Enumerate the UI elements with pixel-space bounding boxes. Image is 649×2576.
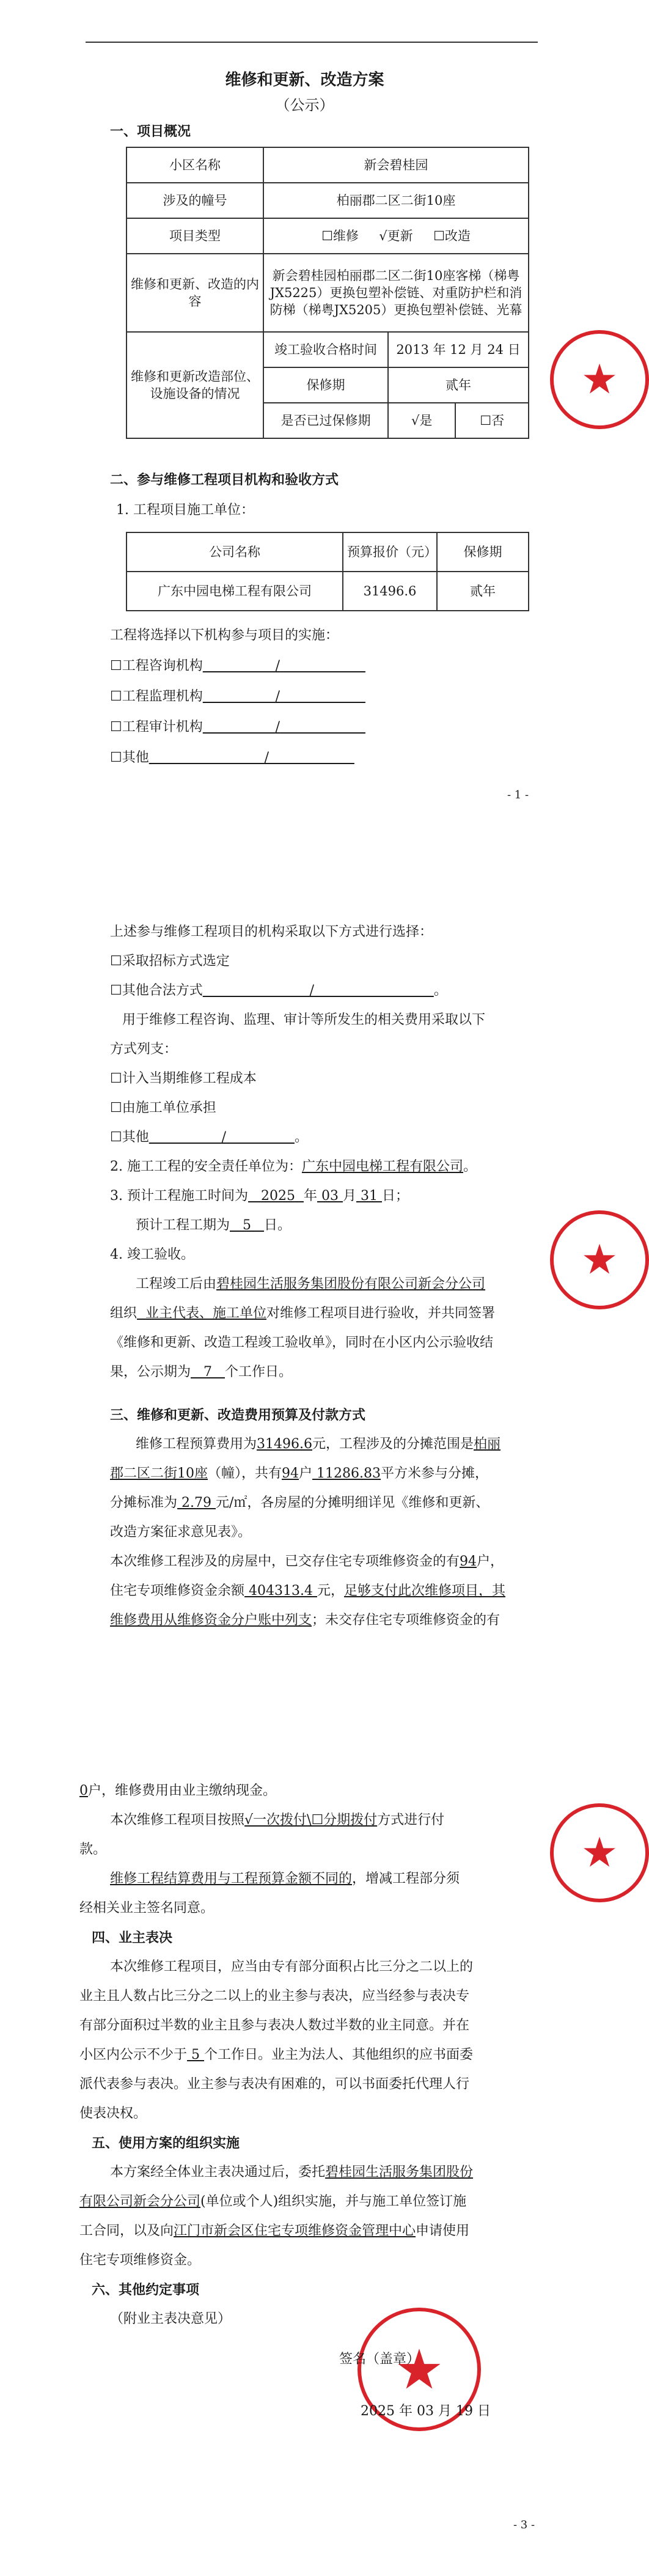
- content-label: 维修和更新、改造的内容: [127, 254, 263, 332]
- s2-para3: 上述参与维修工程项目的机构采取以下方式进行选择：: [110, 924, 433, 940]
- signature-date: 2025 年 03 月 19 日: [361, 2404, 491, 2419]
- section5-heading: 五、使用方案的组织实施: [92, 2135, 240, 2151]
- top-rule: [86, 42, 538, 43]
- safety-unit-value: 广东中园电梯工程有限公司: [301, 1159, 463, 1174]
- s2-para4b: 方式列支：: [110, 1042, 178, 1057]
- name-label: 小区名称: [127, 147, 263, 183]
- budget-l2: 郡二区二街10座（幢），共有94户 11286.83平方米参与分摊，: [110, 1466, 489, 1481]
- name-value: 新会碧桂园: [263, 147, 529, 183]
- budget-l4: 改造方案征求意见表》。: [110, 1525, 252, 1540]
- org-opt-consult: ☐工程咨询机构 /: [110, 658, 280, 674]
- safety-unit-line: 2. 施工工程的安全责任单位为：广东中园电梯工程有限公司。: [110, 1159, 477, 1174]
- content-value: 新会碧桂园柏丽郡二区二街10座客梯（梯粤JX5225）更换包塑补偿链、对重防护栏和消防梯（梯粤JX5205）更换包塑补偿链、光幕: [263, 254, 529, 332]
- budget-l8: 0户，维修费用由业主缴纳现金。: [79, 1783, 277, 1798]
- company-seal-main: ★: [358, 2308, 481, 2431]
- budget-l1: 维修工程预算费用为31496.6元，工程涉及的分摊范围是柏丽: [136, 1437, 501, 1452]
- company-seal-1: ★: [550, 330, 649, 429]
- select-opt-other: ☐其他合法方式 / 。: [110, 983, 447, 998]
- type-options: [263, 218, 529, 254]
- pay-opt-cost: ☐计入当期维修工程成本: [110, 1071, 257, 1086]
- acceptance-line: 4. 竣工验收。: [110, 1247, 194, 1262]
- warranty-value: 贰年: [388, 367, 529, 403]
- section2-heading: 二、参与维修工程项目机构和验收方式: [110, 472, 339, 488]
- settlement-l1: 维修工程结算费用与工程预算金额不同的，增减工程部分须: [110, 1871, 460, 1886]
- settlement-l2: 经相关业主签名同意。: [79, 1901, 215, 1916]
- vote-l2: 业主且人数占比三分之二以上的业主参与表决，应当经参与表决专: [79, 1989, 470, 2004]
- vote-l5: 派代表参与表决。业主参与表决有困难的，可以书面委托代理人行: [79, 2077, 470, 2092]
- company-seal-2: ★: [550, 1210, 649, 1309]
- s2-para4a: 用于维修工程咨询、监理、审计等所发生的相关费用采取以下: [122, 1012, 486, 1028]
- impl-l2: 有限公司新会分公司(单位或个人)组织实施，并与施工单位签订施: [79, 2194, 467, 2209]
- org-opt-other: ☐其他 /: [110, 750, 269, 765]
- other-l1: （附业主表决意见）: [110, 2311, 232, 2327]
- expired-label: 是否已过保修期: [263, 403, 388, 438]
- payment-l2: 款。: [79, 1842, 107, 1857]
- section4-heading: 四、业主表决: [92, 1930, 173, 1946]
- contractor-budget: 31496.6: [343, 572, 437, 611]
- project-overview-table: [126, 147, 529, 439]
- equip-label: 维修和更新改造部位、设施设备的情况: [127, 332, 263, 438]
- impl-l1: 本方案经全体业主表决通过后，委托碧桂园生活服务集团股份: [110, 2165, 474, 2180]
- contractor-h-budget: 预算报价（元）: [343, 532, 437, 572]
- org-opt-supervise: ☐工程监理机构 /: [110, 689, 280, 704]
- section6-heading: 六、其他约定事项: [92, 2282, 200, 2298]
- page-number-3: - 3 -: [513, 2519, 535, 2531]
- budget-l5: 本次维修工程涉及的房屋中，已交存住宅专项维修资金的有94户，: [110, 1554, 504, 1569]
- pay-opt-other: ☐其他 / 。: [110, 1130, 308, 1145]
- contractor-name: 广东中园电梯工程有限公司: [127, 572, 343, 611]
- budget-l6: 住宅专项维修资金余额 404313.4 元，足够支付此次维修项目，其: [110, 1583, 506, 1599]
- type-opt-repair: ☐维修: [321, 229, 359, 243]
- type-label: 项目类型: [127, 218, 263, 254]
- acceptance-para-l4: 果，公示期为 7 个工作日。: [110, 1364, 292, 1380]
- pay-opt-contractor: ☐由施工单位承担: [110, 1100, 216, 1116]
- acceptance-para-l2: 组织 业主代表、施工单位对维修工程项目进行验收，并共同签署: [110, 1306, 496, 1321]
- doc-subtitle: （公示）: [275, 97, 334, 114]
- signature-label: 签名（盖章）: [339, 2352, 420, 2367]
- vote-l6: 使表决权。: [79, 2106, 147, 2121]
- accept-value: 2013 年 12 月 24 日: [388, 332, 529, 367]
- acceptance-para-l3: 《维修和更新、改造工程竣工验收单》，同时在小区内公示验收结: [110, 1335, 494, 1350]
- type-opt-remodel: ☐改造: [433, 229, 471, 243]
- acceptance-para-l1: 工程竣工后由碧桂园生活服务集团股份有限公司新会分公司: [136, 1276, 486, 1292]
- accept-label: 竣工验收合格时间: [263, 332, 388, 367]
- contractor-h-name: 公司名称: [127, 532, 343, 572]
- expired-yes: √是: [388, 403, 455, 438]
- expired-no: ☐否: [455, 403, 529, 438]
- s2-para2: 工程将选择以下机构参与项目的实施：: [110, 628, 339, 643]
- page-number-1: - 1 -: [507, 789, 529, 801]
- payment-l1: 本次维修工程项目按照√一次拨付\☐分期拨付方式进行付: [110, 1812, 445, 1828]
- org-opt-audit: ☐工程审计机构 /: [110, 719, 280, 735]
- type-opt-renew: √更新: [379, 229, 413, 243]
- vote-l4: 小区内公示不少于 5 个工作日。业主为法人、其他组织的应书面委: [79, 2047, 474, 2063]
- vote-l3: 有部分面积过半数的业主且参与表决人数过半数的业主同意。并在: [79, 2018, 470, 2033]
- company-seal-3: ★: [550, 1803, 649, 1902]
- section3-heading: 三、维修和更新、改造费用预算及付款方式: [110, 1407, 366, 1423]
- contractor-table: [126, 532, 529, 611]
- contractor-h-warranty: 保修期: [437, 532, 529, 572]
- doc-title: 维修和更新、改造方案: [225, 71, 384, 89]
- warranty-label: 保修期: [263, 367, 388, 403]
- impl-l3: 工合同，以及向江门市新会区住宅专项维修资金管理中心申请使用: [79, 2223, 470, 2239]
- select-opt-tender: ☐采取招标方式选定: [110, 954, 230, 969]
- budget-l7: 维修费用从维修资金分户账中列支；未交存住宅专项维修资金的有: [110, 1613, 501, 1628]
- duration-line: 预计工程工期为 5 日。: [136, 1218, 291, 1233]
- schedule-line: 3. 预计工程施工时间为 2025 年 03 月 31 日；: [110, 1188, 409, 1204]
- budget-l3: 分摊标准为 2.79 元/㎡，各房屋的分摊明细详见《维修和更新、: [110, 1495, 490, 1511]
- s2-para1: 1. 工程项目施工单位：: [116, 502, 254, 518]
- building-label: 涉及的幢号: [127, 183, 263, 218]
- vote-l1: 本次维修工程项目，应当由专有部分面积占比三分之二以上的: [110, 1959, 474, 1974]
- building-value: 柏丽郡二区二街10座: [263, 183, 529, 218]
- contractor-warranty: 贰年: [437, 572, 529, 611]
- section1-heading: 一、项目概况: [110, 123, 191, 139]
- impl-l4: 住宅专项维修资金。: [79, 2253, 201, 2268]
